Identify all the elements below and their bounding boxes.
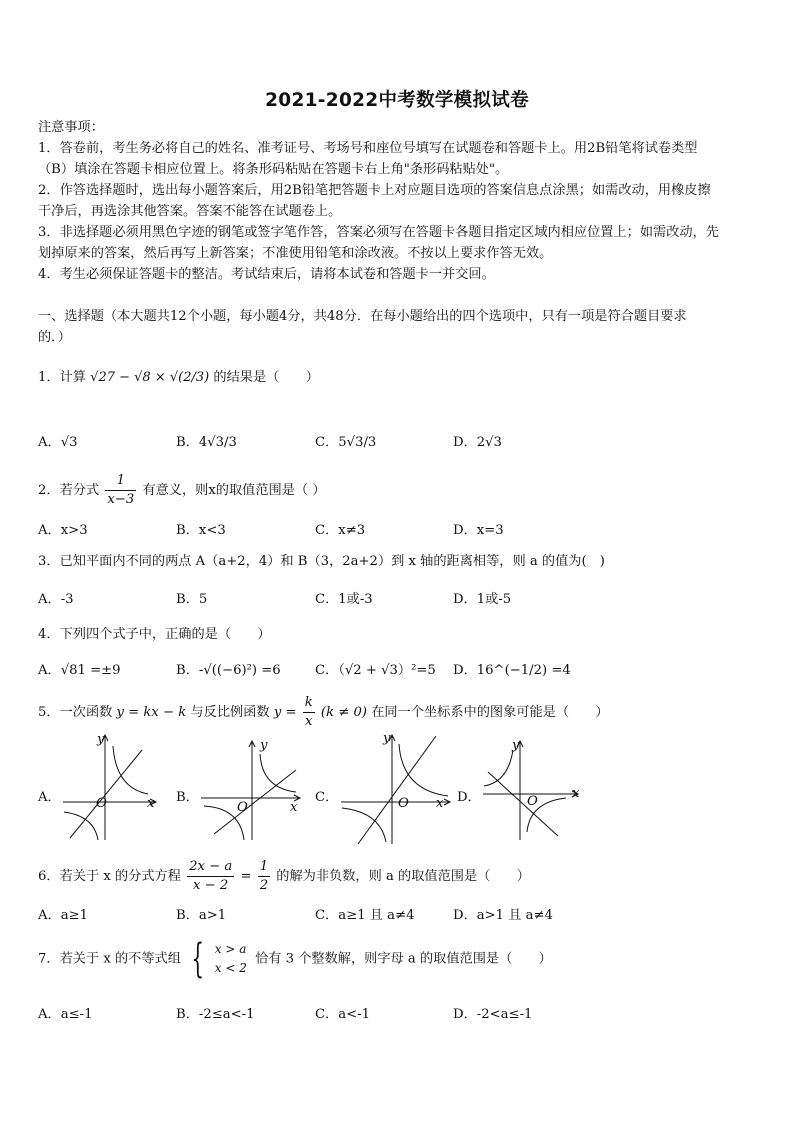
q1-expression: √27 − √8 × √(2/3)	[90, 370, 210, 385]
q5-label-d: D．	[457, 790, 481, 805]
q1-suffix: 的结果是（ ）	[213, 370, 319, 385]
notice-line: 1．答卷前，考生务必将自己的姓名、准考证号、考场号和座位号填写在试题卷和答题卡上。用2B铅笔将试卷类型	[38, 141, 698, 156]
q2-fraction	[105, 472, 136, 509]
section-heading-cont: 的．）	[38, 330, 71, 345]
q6-rhs-denominator: 2	[259, 878, 269, 893]
question-1	[38, 366, 319, 385]
q5-graph-b-x: x	[290, 800, 298, 815]
q2-suffix: 有意义，则x的取值范围是（ ）	[142, 483, 326, 498]
q5-graph-b-origin: O	[237, 800, 248, 815]
q5-graph-d-origin: O	[527, 794, 538, 809]
q5-suffix: 在同一个坐标系中的图象可能是（ ）	[371, 705, 609, 720]
q5-graph-a-x: x	[147, 796, 155, 811]
q3-option-c: C．1或-3	[315, 592, 373, 607]
q5-graph-d-y: y	[512, 738, 520, 753]
q3-option-b: B．5	[176, 592, 208, 607]
q6-lhs-numerator: 2x − a	[187, 858, 234, 877]
notice-line: 划掉原来的答案，然后再写上新答案；不准使用铅笔和涂改液。不按以上要求作答无效。	[38, 246, 553, 261]
q6-lhs-denominator: x − 2	[193, 878, 229, 893]
question-7	[38, 936, 552, 982]
notice-line: （B）填涂在答题卡相应位置上。将条形码粘贴在答题卡右上角"条形码粘贴处"。	[38, 162, 509, 177]
q6-equals: =	[240, 869, 252, 884]
q5-graph-b	[196, 736, 304, 844]
question-4: 4．下列四个式子中，正确的是（ ）	[38, 627, 271, 642]
q4-option-a: A．√81 =±9	[38, 663, 121, 678]
q2-option-a: A．x>3	[38, 523, 88, 538]
q4-option-c: C．（√2 + √3）²=5	[315, 663, 436, 678]
q5-label-c: C．	[315, 790, 339, 805]
q2-option-b: B．x<3	[176, 523, 226, 538]
q6-option-d: D．a>1 且 a≠4	[453, 908, 553, 923]
q5-fraction-numerator: k	[303, 694, 315, 713]
q3-option-d: D．1或-5	[453, 592, 512, 607]
q5-graph-c	[336, 730, 454, 848]
question-6	[38, 858, 530, 895]
question-5	[38, 694, 609, 731]
q6-rhs-numerator: 1	[258, 858, 270, 877]
q5-graph-d-x: x	[572, 786, 580, 801]
q7-inequality-1: x > a	[214, 942, 247, 956]
q5-label-a: A．	[38, 790, 61, 805]
q2-option-c: C．x≠3	[315, 523, 366, 538]
q6-rhs-fraction	[258, 858, 270, 895]
q1-option-c: C．5√3/3	[315, 435, 377, 450]
q2-fraction-denominator: x−3	[107, 492, 135, 507]
q7-inequality-2: x < 2	[214, 961, 247, 975]
q7-option-a: A．a≤-1	[38, 1007, 93, 1022]
q5-inverse-lhs: y =	[273, 705, 297, 720]
q5-fraction-denominator: x	[305, 714, 313, 729]
q5-condition: (k ≠ 0)	[320, 705, 368, 720]
q5-linear-function: y = kx − k	[116, 705, 187, 720]
q5-mid: 与反比例函数	[190, 705, 270, 720]
notice-line: 2．作答选择题时，选出每小题答案后，用2B铅笔把答题卡上对应题目选项的答案信息点涂黑；如需改动，用橡皮擦	[38, 183, 711, 198]
q7-prefix: 7．若关于 x 的不等式组	[38, 951, 181, 967]
q5-graph-a-y: y	[97, 732, 105, 747]
q4-option-d: D．16^(−1/2) =4	[453, 663, 571, 678]
q2-prefix: 2．若分式	[38, 483, 100, 498]
notice-line: 3．非选择题必须用黑色字迹的钢笔或签字笔作答，答案必须写在答题卡各题目指定区域内相应位置上；如需改动，先	[38, 225, 719, 240]
q1-prefix: 1．计算	[38, 370, 86, 385]
q5-label-b: B．	[176, 790, 199, 805]
q6-option-a: A．a≥1	[38, 908, 89, 923]
q7-inequality-system	[215, 940, 247, 978]
q1-option-d: D．2√3	[453, 435, 502, 450]
q7-option-d: D．-2<a≤-1	[453, 1007, 533, 1022]
q5-prefix: 5．一次函数	[38, 705, 113, 720]
q6-option-c: C．a≥1 且 a≠4	[315, 908, 415, 923]
q5-graph-a	[58, 730, 160, 845]
section-heading: 一、选择题（本大题共12个小题，每小题4分，共48分．在每小题给出的四个选项中，只有一项是符合题目要求	[38, 309, 687, 324]
q7-option-b: B．-2≤a<-1	[176, 1007, 255, 1022]
q5-inverse-fraction	[303, 694, 315, 731]
q5-graph-c-x: x	[436, 796, 444, 811]
q6-prefix: 6．若关于 x 的分式方程	[38, 869, 181, 884]
q5-graph-c-origin: O	[398, 796, 409, 811]
q7-suffix: 恰有 3 个整数解，则字母 a 的取值范围是（ ）	[255, 951, 552, 967]
q3-option-a: A．-3	[38, 592, 74, 607]
q4-option-b: B．-√((−6)²) =6	[176, 663, 281, 678]
q5-graph-d	[478, 736, 582, 844]
question-3: 3．已知平面内不同的两点 A（a+2，4）和 B（3，2a+2）到 x 轴的距离相等，则 a 的值为( )	[38, 554, 605, 569]
notice-heading: 注意事项：	[38, 120, 104, 135]
q1-option-b: B．4√3/3	[176, 435, 237, 450]
q2-fraction-numerator: 1	[105, 472, 136, 491]
question-2	[38, 472, 326, 509]
q6-option-b: B．a>1	[176, 908, 227, 923]
q6-suffix: 的解为非负数，则 a 的取值范围是（ ）	[276, 869, 530, 884]
q1-option-a: A．√3	[38, 435, 78, 450]
q6-lhs-fraction	[187, 858, 234, 895]
q7-option-c: C．a<-1	[315, 1007, 371, 1022]
q5-graph-b-y: y	[260, 738, 268, 753]
q5-graph-a-origin: O	[96, 796, 107, 811]
notice-line: 干净后，再选涂其他答案。答案不能答在试题卷上。	[38, 204, 342, 219]
page-title: 2021-2022中考数学模拟试卷	[265, 90, 529, 111]
q2-option-d: D．x=3	[453, 523, 504, 538]
q7-left-brace: {	[191, 936, 205, 982]
notice-line: 4．考生必须保证答题卡的整洁。考试结束后，请将本试卷和答题卡一并交回。	[38, 267, 495, 282]
q5-graph-c-y: y	[383, 731, 391, 746]
